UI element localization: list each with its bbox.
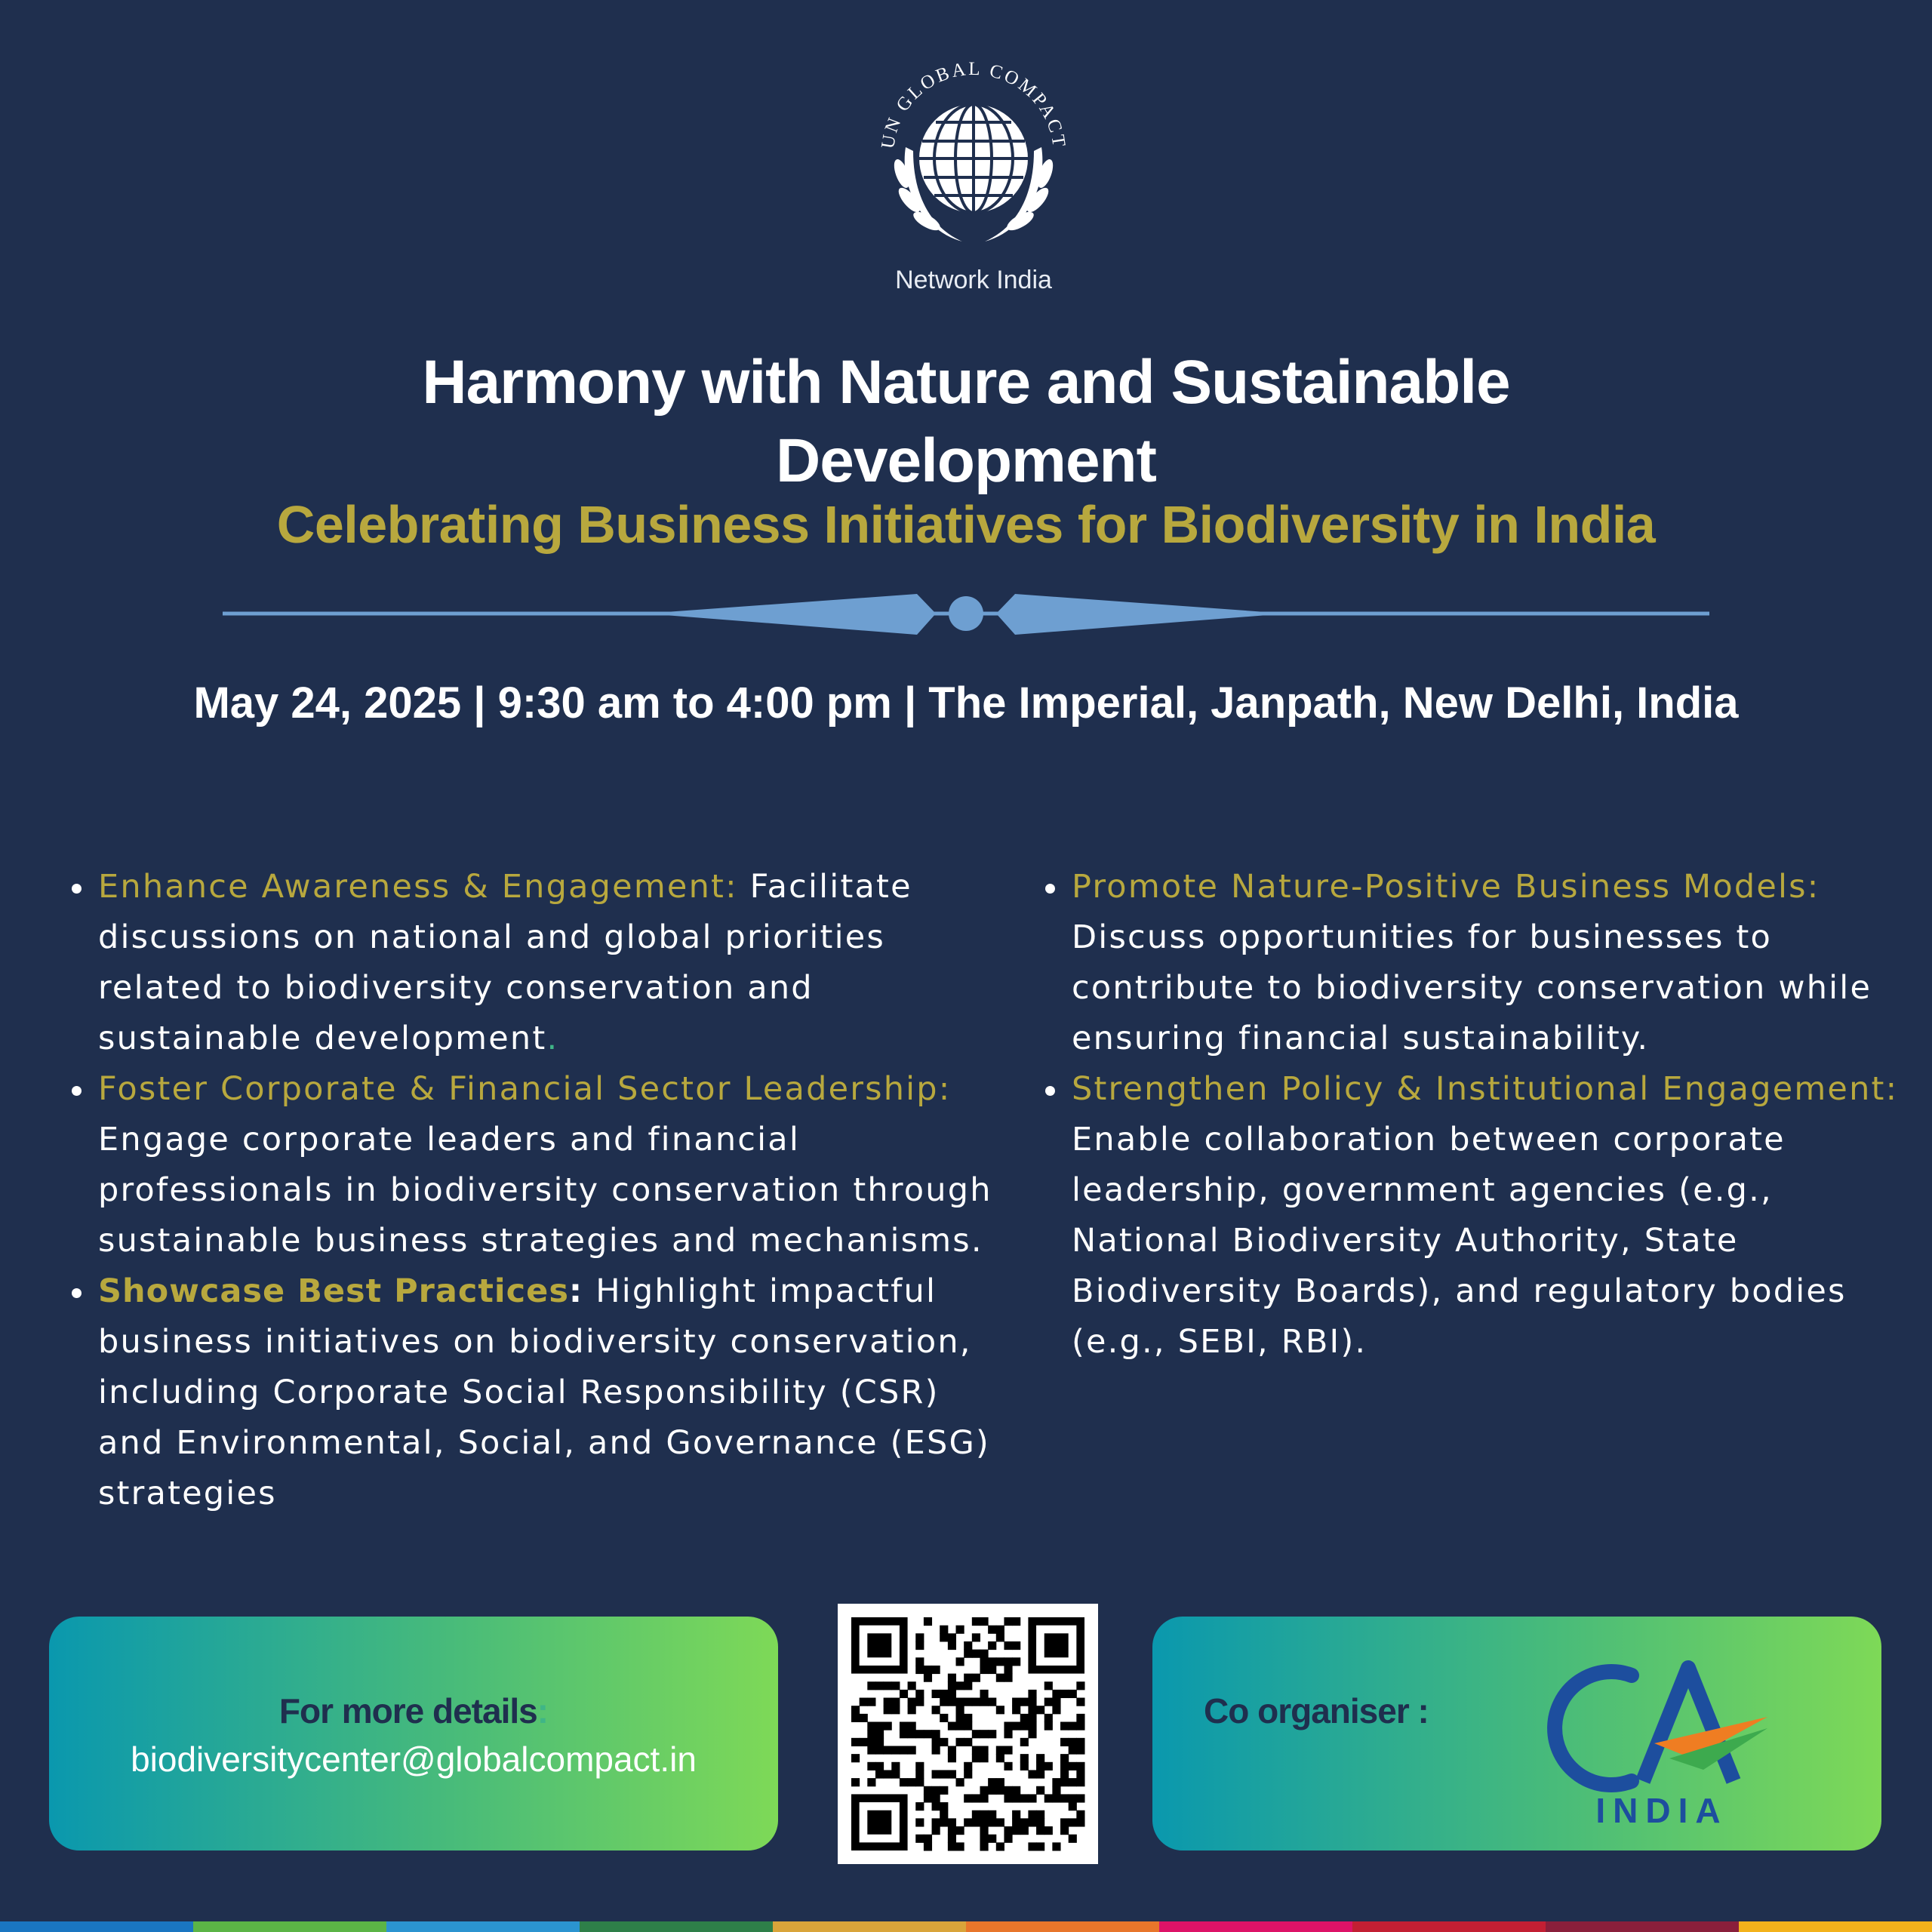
contact-email-link[interactable]: biodiversitycenter@globalcompact.in bbox=[131, 1740, 697, 1779]
event-date-venue: May 24, 2025 | 9:30 am to 4:00 pm | The Imperial, Janpath, New Delhi, India bbox=[193, 678, 1739, 728]
logo-arc-text: UN GLOBAL COMPACT bbox=[877, 58, 1069, 150]
contact-box bbox=[49, 1617, 778, 1850]
objectives-left-column bbox=[68, 862, 1004, 1519]
bullet-body: Facilitate discussions on national and global priorities related to biodiversity conservation and sustainable development bbox=[98, 868, 912, 1057]
coorganiser-box bbox=[1152, 1617, 1881, 1850]
qr-code-graphic bbox=[838, 1604, 1098, 1864]
bullet-item bbox=[1041, 862, 1909, 1064]
bullet-heading: Promote Nature-Positive Business Models: bbox=[1072, 868, 1820, 906]
more-details-text: For more details bbox=[278, 1691, 537, 1730]
sdg-strip-segment bbox=[193, 1921, 386, 1932]
bullet-item bbox=[68, 1266, 1004, 1519]
event-title-line1: Harmony with Nature and Sustainable bbox=[422, 348, 1510, 417]
logo-network-india: Network India bbox=[895, 266, 1052, 294]
bullet-body: Discuss opportunities for businesses to contribute to biodiversity conservation while ensuring financial sustainability. bbox=[1072, 918, 1872, 1057]
sdg-strip-segment bbox=[580, 1921, 773, 1932]
bullet-body: Engage corporate leaders and financial professionals in biodiversity conservation through sustainable business strategies and mechanisms. bbox=[98, 1121, 992, 1260]
bullet-colon: : bbox=[568, 1272, 584, 1310]
sdg-strip-segment bbox=[1352, 1921, 1546, 1932]
objectives-right-column bbox=[1041, 862, 1909, 1367]
bullet-heading: Foster Corporate & Financial Sector Leadership: bbox=[98, 1070, 952, 1108]
coorganiser-label: Co organiser : bbox=[1204, 1691, 1429, 1730]
bullet-body: Enable collaboration between corporate leadership, government agencies (e.g., National Biodiversity Authority, State Biodiversity Boards), and regulatory bodies (e.g., SEBI, RBI). bbox=[1072, 1121, 1847, 1361]
event-title bbox=[136, 343, 1796, 500]
bullet-item bbox=[68, 1064, 1004, 1266]
event-title-line2: Development bbox=[776, 426, 1156, 495]
sdg-strip-segment bbox=[0, 1921, 193, 1932]
sdg-color-strip bbox=[0, 1921, 1932, 1932]
bullet-item bbox=[68, 862, 1004, 1064]
sdg-strip-segment bbox=[386, 1921, 580, 1932]
event-subtitle: Celebrating Business Initiatives for Biodiversity in India bbox=[276, 495, 1656, 554]
sdg-strip-segment bbox=[1739, 1921, 1932, 1932]
bullet-heading: Strengthen Policy & Institutional Engagement: bbox=[1072, 1070, 1899, 1108]
more-details-colon: : bbox=[537, 1691, 549, 1730]
globe-laurel-icon bbox=[891, 104, 1057, 242]
qr-code-icon[interactable] bbox=[838, 1604, 1098, 1864]
un-global-compact-logo bbox=[860, 34, 1087, 291]
sdg-strip-segment bbox=[966, 1921, 1159, 1932]
sdg-strip-segment bbox=[773, 1921, 966, 1932]
bullet-item bbox=[1041, 1064, 1909, 1367]
ornamental-divider bbox=[223, 592, 1709, 638]
more-details-label bbox=[49, 1690, 778, 1731]
bullet-body: Highlight impactful business initiatives on biodiversity conservation, including Corporate Social Responsibility (CSR) and Environmental, Social, and Governance (ESG) strategies bbox=[98, 1272, 990, 1512]
bullet-heading: Enhance Awareness & Engagement: bbox=[98, 868, 738, 906]
ca-india-logo-icon bbox=[1541, 1645, 1790, 1826]
ca-logo-text: INDIA bbox=[1595, 1791, 1728, 1826]
sdg-strip-segment bbox=[1546, 1921, 1739, 1932]
bullet-tail: . bbox=[546, 1020, 559, 1057]
bullet-heading: Showcase Best Practices bbox=[98, 1272, 569, 1310]
sdg-strip-segment bbox=[1159, 1921, 1352, 1932]
